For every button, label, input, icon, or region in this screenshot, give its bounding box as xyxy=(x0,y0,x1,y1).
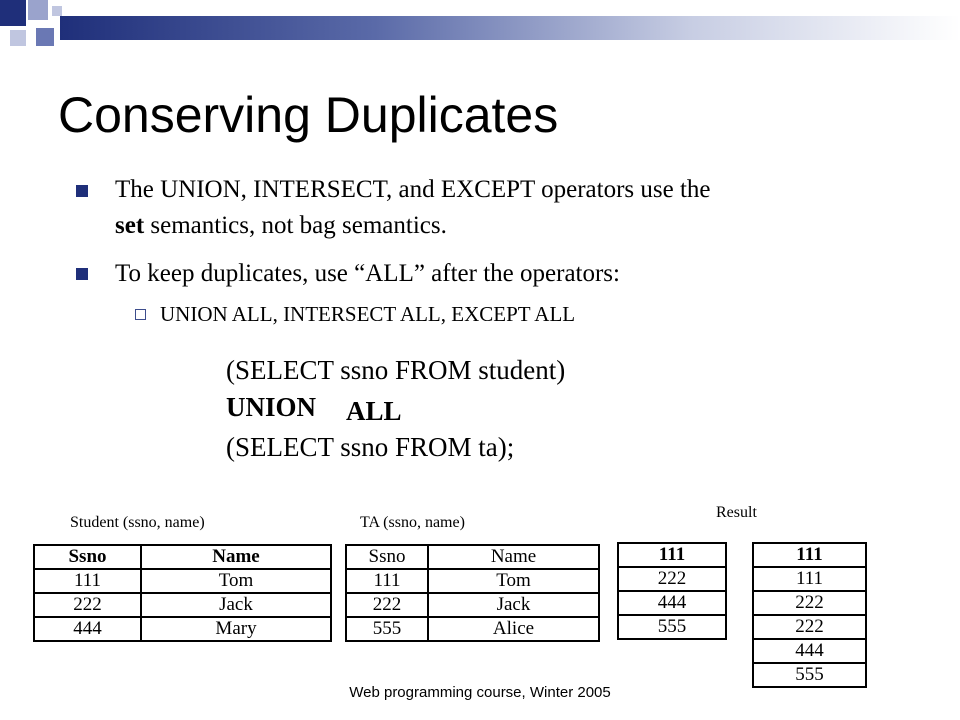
table-cell: 222 xyxy=(753,591,866,615)
column-header: Ssno xyxy=(34,545,141,569)
table-row xyxy=(346,569,599,593)
table-cell: 222 xyxy=(753,615,866,639)
table-cell: 111 xyxy=(346,569,428,593)
table-row xyxy=(618,567,726,591)
table-cell: 444 xyxy=(753,639,866,663)
result-union-table xyxy=(617,542,727,640)
header-square-4 xyxy=(36,28,54,46)
table-row xyxy=(34,569,331,593)
table-cell: Mary xyxy=(141,617,331,641)
table-row xyxy=(618,591,726,615)
table-row xyxy=(34,617,331,641)
slide-footer: Web programming course, Winter 2005 xyxy=(349,684,611,701)
header-gradient-bar xyxy=(60,16,960,40)
table-row xyxy=(618,615,726,639)
table-row xyxy=(753,591,866,615)
table-cell: Jack xyxy=(141,593,331,617)
bullet-marker xyxy=(76,268,88,280)
header-square-1 xyxy=(0,0,26,26)
table-row xyxy=(346,617,599,641)
column-header: Name xyxy=(141,545,331,569)
bullet-marker xyxy=(76,185,88,197)
sql-union-keyword: UNION xyxy=(226,392,317,422)
bullet-text-1 xyxy=(115,172,711,244)
column-header: Name xyxy=(428,545,599,569)
table-cell: Tom xyxy=(428,569,599,593)
sub-bullet-text: UNION ALL, INTERSECT ALL, EXCEPT ALL xyxy=(160,302,576,326)
table-cell: 222 xyxy=(346,593,428,617)
table-cell: 111 xyxy=(753,567,866,591)
table-cell: 555 xyxy=(753,663,866,687)
table-cell: Alice xyxy=(428,617,599,641)
table-row xyxy=(753,543,866,567)
slide-title: Conserving Duplicates xyxy=(58,87,559,143)
table-cell: 444 xyxy=(618,591,726,615)
table-row xyxy=(346,593,599,617)
result-caption: Result xyxy=(716,504,757,521)
student-table xyxy=(33,544,332,642)
table-row xyxy=(753,567,866,591)
table-cell: Jack xyxy=(428,593,599,617)
table-cell: 111 xyxy=(753,543,866,567)
header-square-2 xyxy=(28,0,48,20)
sql-line-3: (SELECT ssno FROM ta); xyxy=(226,432,515,462)
table-cell: Tom xyxy=(141,569,331,593)
header-square-3 xyxy=(10,30,26,46)
table-cell: 111 xyxy=(618,543,726,567)
sub-bullet-marker xyxy=(135,309,146,320)
table-header-row xyxy=(346,545,599,569)
table-header-row xyxy=(34,545,331,569)
table-cell: 555 xyxy=(618,615,726,639)
student-table-caption: Student (ssno, name) xyxy=(70,514,205,531)
bullet-1-emphasis: set xyxy=(115,212,145,239)
table-cell: 111 xyxy=(34,569,141,593)
bullet-text-2: To keep duplicates, use “ALL” after the operators: xyxy=(115,260,620,287)
table-row xyxy=(34,593,331,617)
ta-table-caption: TA (ssno, name) xyxy=(360,514,465,531)
result-union-all-table xyxy=(752,542,867,688)
sql-all-keyword: ALL xyxy=(346,396,402,426)
table-row xyxy=(618,543,726,567)
ta-table xyxy=(345,544,600,642)
bullet-1-line-2: semantics, not bag semantics. xyxy=(144,212,447,239)
table-cell: 555 xyxy=(346,617,428,641)
bullet-1-line-1: The UNION, INTERSECT, and EXCEPT operators use the xyxy=(115,176,711,203)
header-square-5 xyxy=(52,6,62,16)
table-cell: 222 xyxy=(618,567,726,591)
sql-line-1: (SELECT ssno FROM student) xyxy=(226,355,566,385)
column-header: Ssno xyxy=(346,545,428,569)
table-row xyxy=(753,615,866,639)
table-cell: 222 xyxy=(34,593,141,617)
table-row xyxy=(753,639,866,663)
table-cell: 444 xyxy=(34,617,141,641)
